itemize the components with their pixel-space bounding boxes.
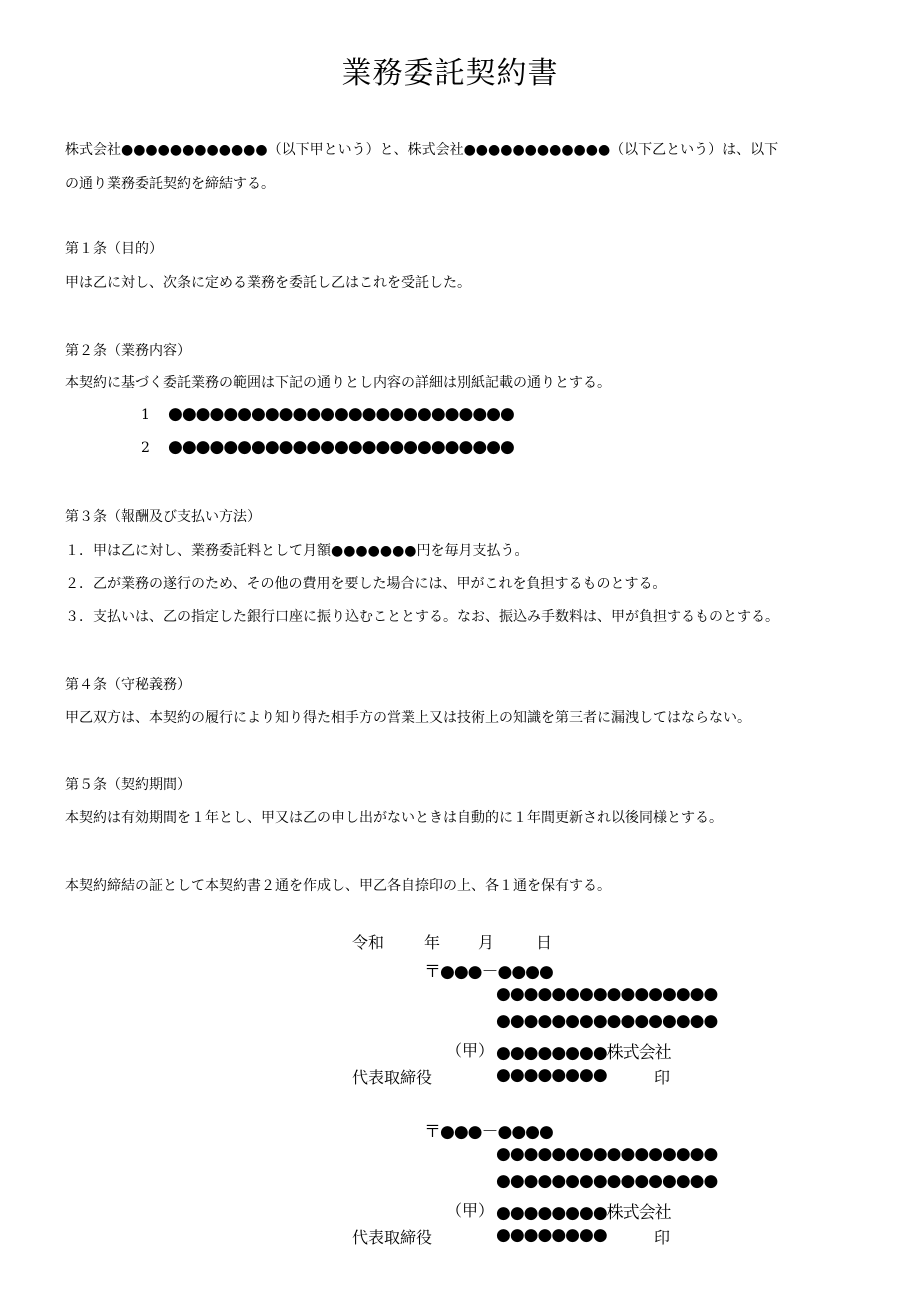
party-1-address-line-1	[496, 984, 717, 1004]
party-2-representative-name	[496, 1225, 607, 1245]
article-3-heading: 第３条（報酬及び支払い方法）	[65, 509, 261, 525]
company-text: ●●●●●●●●株式会社	[496, 1203, 671, 1223]
representative-name-text: ●●●●●●●●	[496, 1225, 607, 1245]
postal-code-text: 〒●●●－●●●●	[424, 1122, 553, 1142]
intro-line-2: の通り業務委託契約を締結する。	[65, 176, 275, 192]
article-2-item-text: ●●●●●●●●●●●●●●●●●●●●●●●●●	[168, 437, 514, 457]
address-text: ●●●●●●●●●●●●●●●●	[496, 984, 718, 1004]
party-1-role: （甲）	[446, 1041, 495, 1060]
article-5-heading: 第５条（契約期間）	[65, 777, 191, 793]
address-text: ●●●●●●●●●●●●●●●●	[496, 1171, 718, 1191]
company-text: ●●●●●●●●株式会社	[496, 1043, 671, 1063]
article-4-heading: 第４条（守秘義務）	[65, 677, 191, 693]
article-3-item: １．甲は乙に対し、業務委託料として月額●●●●●●●円を毎月支払う。	[65, 543, 529, 559]
party-1-postal-code	[424, 957, 553, 982]
party-2-role: （甲）	[446, 1201, 495, 1220]
article-3-item: ２．乙が業務の遂行のため、その他の費用を要した場合には、甲がこれを負担するものとする。	[65, 576, 667, 592]
date-month: 月	[478, 933, 495, 952]
article-2-item-text: ●●●●●●●●●●●●●●●●●●●●●●●●●	[168, 404, 514, 424]
party-2-postal-code	[424, 1117, 553, 1142]
party-2-address-line-2	[496, 1171, 717, 1191]
article-2-heading: 第２条（業務内容）	[65, 343, 191, 359]
intro-line-1: 株式会社●●●●●●●●●●●●（以下甲という）と、株式会社●●●●●●●●●●●●（以下乙という）は、以下	[65, 142, 779, 158]
article-1-body: 甲は乙に対し、次条に定める業務を委託し乙はこれを受託した。	[65, 275, 471, 291]
article-2-item	[141, 437, 514, 457]
article-2-item	[141, 404, 514, 424]
party-1-company	[496, 1038, 671, 1063]
document-title: 業務委託契約書	[341, 56, 559, 91]
closing-statement: 本契約締結の証として本契約書２通を作成し、甲乙各自捺印の上、各１通を保有する。	[65, 878, 611, 894]
article-2-item-number: 1	[141, 407, 150, 423]
article-2-body: 本契約に基づく委託業務の範囲は下記の通りとし内容の詳細は別紙記載の通りとする。	[65, 375, 611, 391]
party-2-address-line-1	[496, 1144, 717, 1164]
date-era: 令和	[352, 933, 385, 952]
address-text: ●●●●●●●●●●●●●●●●	[496, 1144, 718, 1164]
address-text: ●●●●●●●●●●●●●●●●	[496, 1011, 718, 1031]
party-1-address-line-2	[496, 1011, 717, 1031]
article-2-item-number: 2	[141, 440, 150, 456]
postal-code-text: 〒●●●－●●●●	[424, 962, 553, 982]
party-1-representative-label: 代表取締役	[352, 1068, 433, 1087]
article-1-heading: 第１条（目的）	[65, 241, 163, 257]
party-1-seal-mark: 印	[654, 1068, 671, 1087]
party-1-representative-name	[496, 1065, 607, 1085]
party-2-representative-label: 代表取締役	[352, 1228, 433, 1247]
representative-name-text: ●●●●●●●●	[496, 1065, 607, 1085]
article-5-body: 本契約は有効期間を１年とし、甲又は乙の申し出がないときは自動的に１年間更新され以後同様とする。	[65, 810, 723, 826]
party-2-seal-mark: 印	[654, 1228, 671, 1247]
article-4-body: 甲乙双方は、本契約の履行により知り得た相手方の営業上又は技術上の知識を第三者に漏洩してはならない。	[65, 710, 751, 726]
contract-date	[352, 930, 552, 953]
date-day: 日	[536, 933, 553, 952]
party-2-company	[496, 1198, 671, 1223]
date-year: 年	[424, 933, 441, 952]
article-3-item: ３．支払いは、乙の指定した銀行口座に振り込むこととする。なお、振込み手数料は、甲が負担するものとする。	[65, 609, 779, 625]
